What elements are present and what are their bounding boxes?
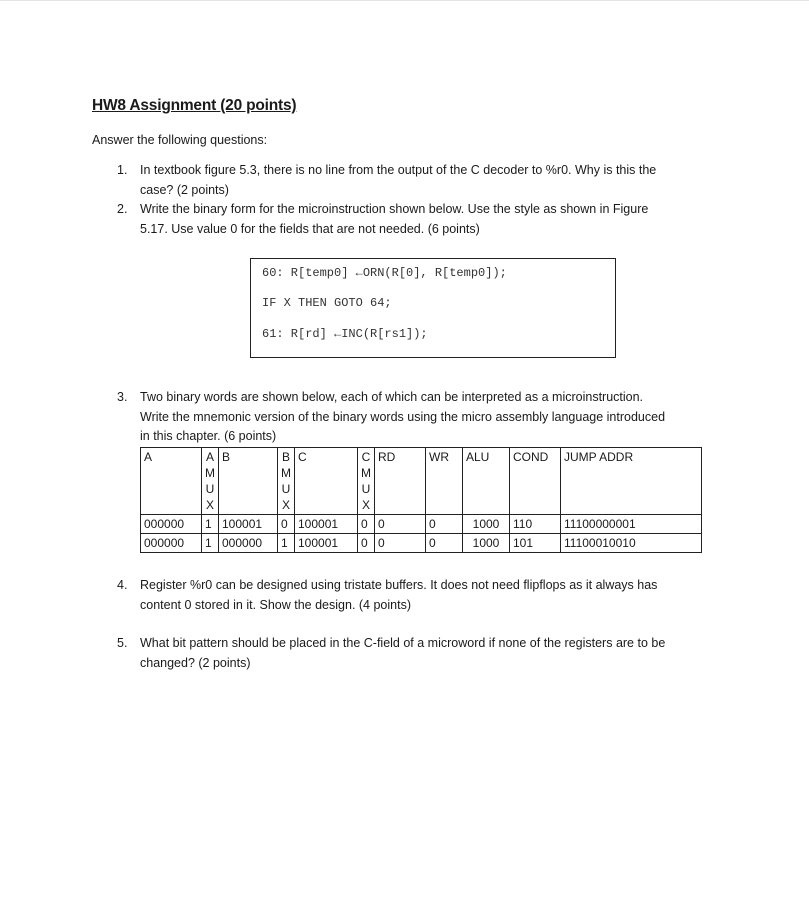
question-number: 5.	[117, 636, 128, 650]
cell-alu: 1000	[463, 534, 510, 553]
question-text: What bit pattern should be placed in the C-field of a microword if none of the registers are to be	[140, 636, 666, 650]
question-text: content 0 stored in it. Show the design. (4 points)	[140, 597, 411, 612]
question-1	[117, 161, 717, 200]
table-row	[141, 515, 702, 534]
header-b: B	[219, 448, 278, 515]
question-2	[117, 200, 717, 239]
question-text: Write the mnemonic version of the binary words using the micro assembly language introduced	[140, 409, 666, 424]
header-jump-addr: JUMP ADDR	[561, 448, 702, 515]
question-text: In textbook figure 5.3, there is no line from the output of the C decoder to %r0. Why is this the	[140, 163, 657, 177]
cell-rd: 0	[375, 515, 426, 534]
header-wr: WR	[426, 448, 463, 515]
cell-wr: 0	[426, 515, 463, 534]
question-number: 4.	[117, 578, 128, 592]
question-3	[117, 388, 717, 447]
header-amux: A M U X	[202, 448, 219, 515]
header-a: A	[141, 448, 202, 515]
cell-cmux: 0	[358, 534, 375, 553]
cell-cmux: 0	[358, 515, 375, 534]
question-5	[117, 634, 717, 673]
microinstruction-table	[140, 447, 702, 553]
cell-rd: 0	[375, 534, 426, 553]
header-cmux: C M U X	[358, 448, 375, 515]
cell-c: 100001	[295, 515, 358, 534]
cell-jump-addr: 11100010010	[561, 534, 702, 553]
header-rd: RD	[375, 448, 426, 515]
table-header-row	[141, 448, 702, 515]
header-alu: ALU	[463, 448, 510, 515]
cell-a: 000000	[141, 534, 202, 553]
microinstruction-code-box	[250, 258, 616, 358]
code-line: 61: R[rd] ←INC(R[rs1]);	[262, 327, 428, 341]
cell-cond: 101	[510, 534, 561, 553]
question-text: Register %r0 can be designed using tristate buffers. It does not need flipflops as it always has	[140, 578, 658, 592]
question-text: 5.17. Use value 0 for the fields that are not needed. (6 points)	[140, 221, 480, 236]
question-text: changed? (2 points)	[140, 655, 251, 670]
header-bmux: B M U X	[278, 448, 295, 515]
cell-bmux: 1	[278, 534, 295, 553]
code-line: 60: R[temp0] ←ORN(R[0], R[temp0]);	[262, 266, 507, 280]
question-text: Two binary words are shown below, each of which can be interpreted as a microinstruction.	[140, 390, 644, 404]
header-cond: COND	[510, 448, 561, 515]
header-c: C	[295, 448, 358, 515]
code-line: IF X THEN GOTO 64;	[262, 296, 392, 310]
question-text: Write the binary form for the microinstruction shown below. Use the style as shown in Figure	[140, 202, 649, 216]
cell-a: 000000	[141, 515, 202, 534]
question-number: 2.	[117, 202, 128, 216]
cell-wr: 0	[426, 534, 463, 553]
question-number: 1.	[117, 163, 128, 177]
table-row	[141, 534, 702, 553]
question-4	[117, 576, 717, 615]
cell-b: 100001	[219, 515, 278, 534]
cell-amux: 1	[202, 534, 219, 553]
cell-cond: 110	[510, 515, 561, 534]
cell-amux: 1	[202, 515, 219, 534]
question-text: case? (2 points)	[140, 182, 229, 197]
cell-c: 100001	[295, 534, 358, 553]
question-text: in this chapter. (6 points)	[140, 429, 277, 443]
cell-b: 000000	[219, 534, 278, 553]
page-top-border	[0, 0, 809, 1]
cell-jump-addr: 11100000001	[561, 515, 702, 534]
intro-text: Answer the following questions:	[92, 133, 268, 147]
cell-alu: 1000	[463, 515, 510, 534]
question-number: 3.	[117, 390, 128, 404]
cell-bmux: 0	[278, 515, 295, 534]
page-title: HW8 Assignment (20 points)	[92, 97, 297, 114]
